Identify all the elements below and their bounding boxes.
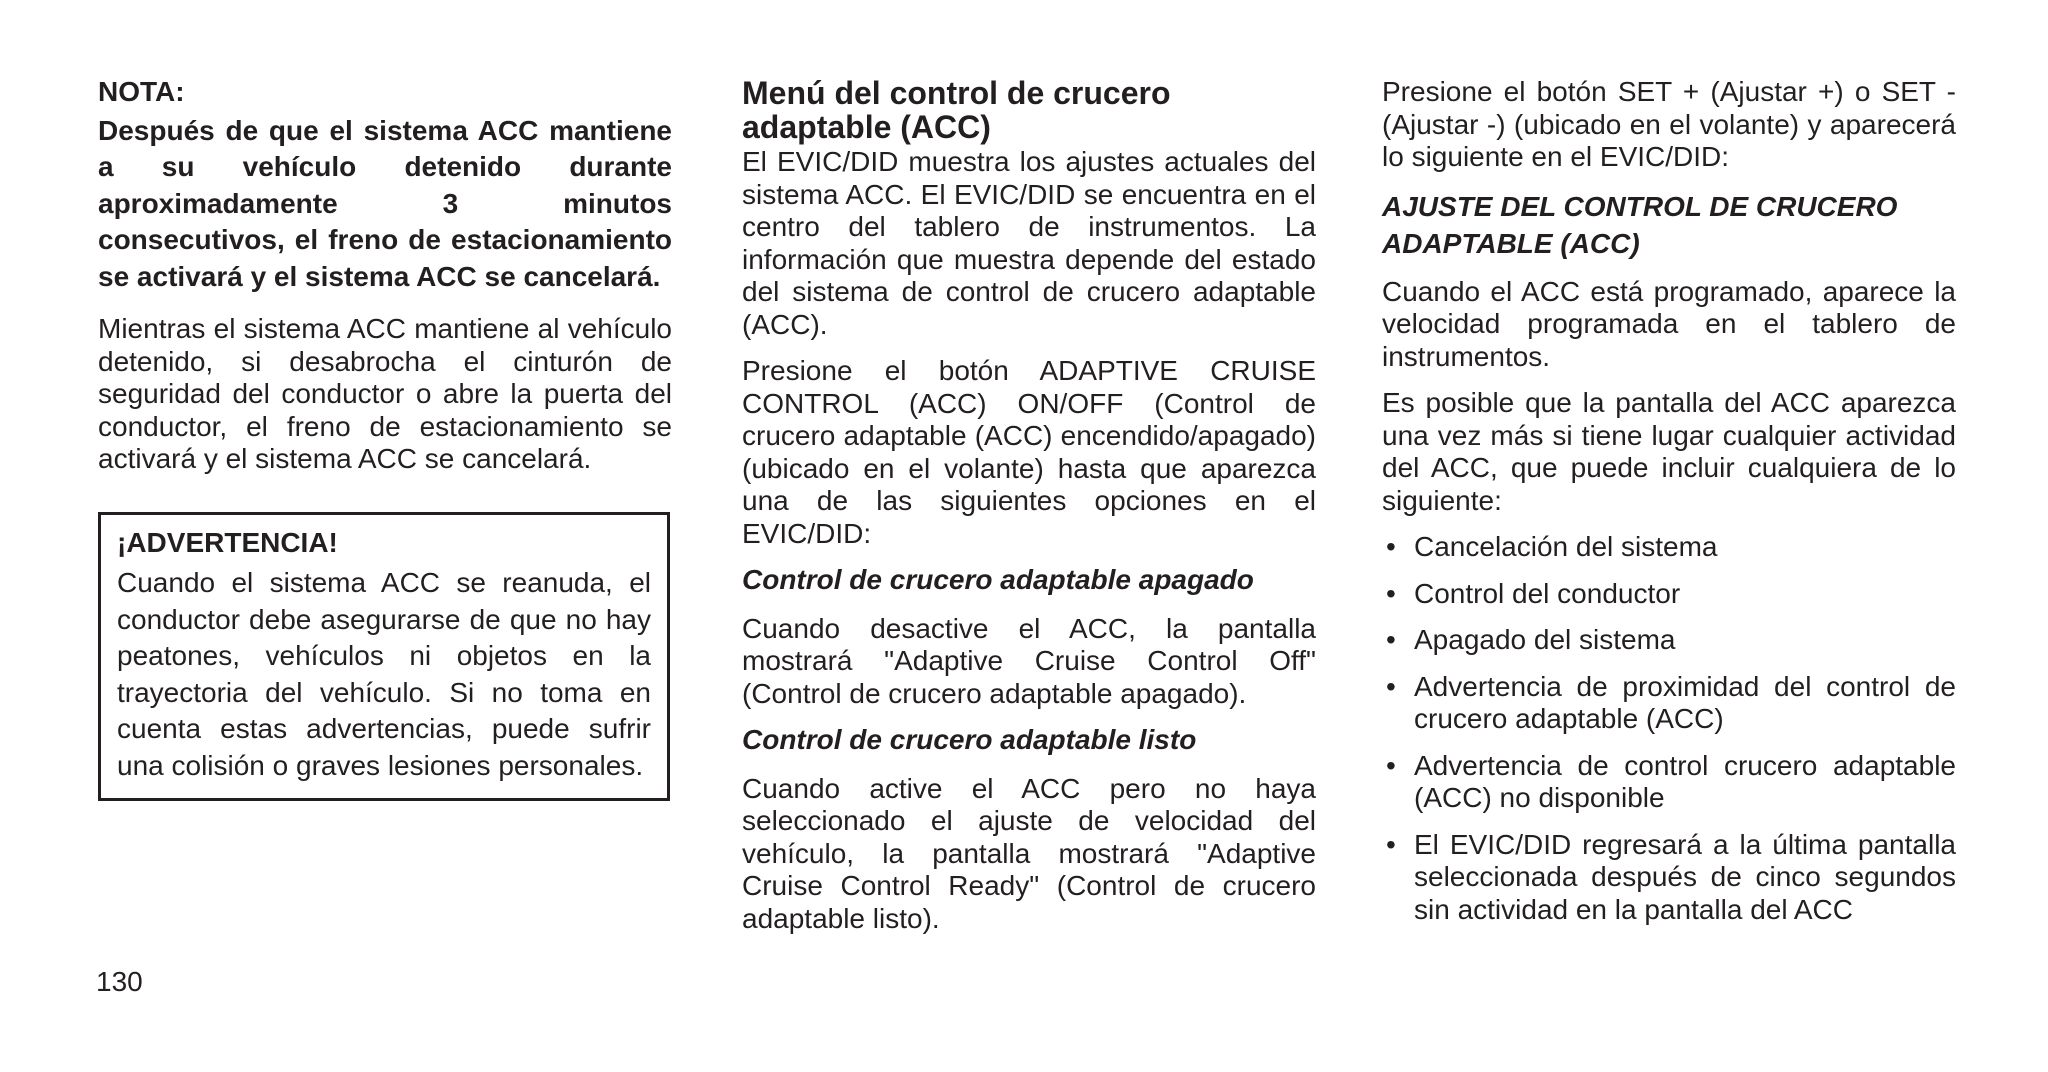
list-item: • Cancelación del sistema bbox=[1386, 531, 1718, 562]
list-item: • El EVIC/DID regresará a la última pantalla seleccionada después de cinco segundos sin actividad en la pantalla del ACC bbox=[1386, 828, 1956, 925]
bullet-icon: • bbox=[1386, 531, 1396, 562]
bullet-icon: • bbox=[1386, 749, 1396, 781]
note-label: NOTA: bbox=[98, 76, 185, 107]
acc-off-subheading: Control de crucero adaptable apagado bbox=[742, 564, 1254, 595]
section-heading: Menú del control de crucero adaptable (ACC) bbox=[742, 75, 1171, 145]
acc-ready-paragraph: Cuando active el ACC pero no haya seleccionado el ajuste de velocidad del vehículo, la pantalla mostrará "Adaptive Cruise Control Ready" (Control de crucero adaptable listo). bbox=[742, 772, 1316, 934]
acc-button-paragraph: Presione el botón ADAPTIVE CRUISE CONTROL (ACC) ON/OFF (Control de crucero adaptable (ACC) encendido/apagado) (ubicado en el volante) hasta que aparezca una de las siguientes opciones en el EVIC/DID: bbox=[742, 355, 1316, 549]
list-item: • Advertencia de proximidad del control de crucero adaptable (ACC) bbox=[1386, 670, 1956, 734]
evic-intro-paragraph: El EVIC/DID muestra los ajustes actuales del sistema ACC. El EVIC/DID se encuentra en el centro del tablero de instrumentos. La información que muestra depende del estado del sistema de control de crucero adaptable (ACC). bbox=[742, 146, 1316, 340]
warning-title: ¡ADVERTENCIA! bbox=[117, 526, 338, 558]
left-column bbox=[98, 76, 672, 801]
list-item: • Advertencia de control crucero adaptable (ACC) no disponible bbox=[1386, 749, 1956, 813]
page-number: 130 bbox=[96, 966, 143, 997]
bullet-icon: • bbox=[1386, 670, 1396, 702]
list-item: • Control del conductor bbox=[1386, 577, 1681, 609]
warning-body: Cuando el sistema ACC se reanuda, el conductor debe asegurarse de que no hay peatones, vehículos ni objetos en la trayectoria del vehículo. Si no toma en cuenta estas advertencias, puede sufrir una colisión o graves lesiones personales. bbox=[117, 567, 651, 781]
set-button-paragraph: Presione el botón SET + (Ajustar +) o SET - (Ajustar -) (ubicado en el volante) y aparecerá lo siguiente en el EVIC/DID: bbox=[1382, 76, 1956, 172]
bullet-icon: • bbox=[1386, 577, 1396, 609]
right-column bbox=[1382, 76, 1956, 940]
warning-box bbox=[98, 512, 670, 802]
middle-column bbox=[742, 76, 1316, 949]
acc-activity-list bbox=[1382, 531, 1956, 926]
parking-brake-paragraph: Mientras el sistema ACC mantiene al vehículo detenido, si desabrocha el cinturón de seguridad del conductor o abre la puerta del conductor, el freno de estacionamiento se activará y el sistema ACC se cancelará. bbox=[98, 313, 672, 474]
note-body: Después de que el sistema ACC mantiene a su vehículo detenido durante aproximadamente 3 minutos consecutivos, el freno de estacionamiento se activará y el sistema ACC se cancelará. bbox=[98, 114, 672, 292]
bullet-icon: • bbox=[1386, 828, 1396, 860]
acc-display-paragraph: Es posible que la pantalla del ACC aparezca una vez más si tiene lugar cualquier actividad del ACC, que puede incluir cualquiera de lo siguiente: bbox=[1382, 387, 1956, 516]
list-item: • Apagado del sistema bbox=[1386, 624, 1676, 655]
acc-off-paragraph: Cuando desactive el ACC, la pantalla mostrará "Adaptive Cruise Control Off" (Control de crucero adaptable apagado). bbox=[742, 612, 1316, 709]
bullet-icon: • bbox=[1386, 624, 1396, 655]
acc-setting-subheading: AJUSTE DEL CONTROL DE CRUCERO ADAPTABLE (ACC) bbox=[1382, 190, 1898, 259]
programmed-speed-paragraph: Cuando el ACC está programado, aparece la velocidad programada en el tablero de instrumentos. bbox=[1382, 275, 1956, 372]
acc-ready-subheading: Control de crucero adaptable listo bbox=[742, 724, 1197, 755]
